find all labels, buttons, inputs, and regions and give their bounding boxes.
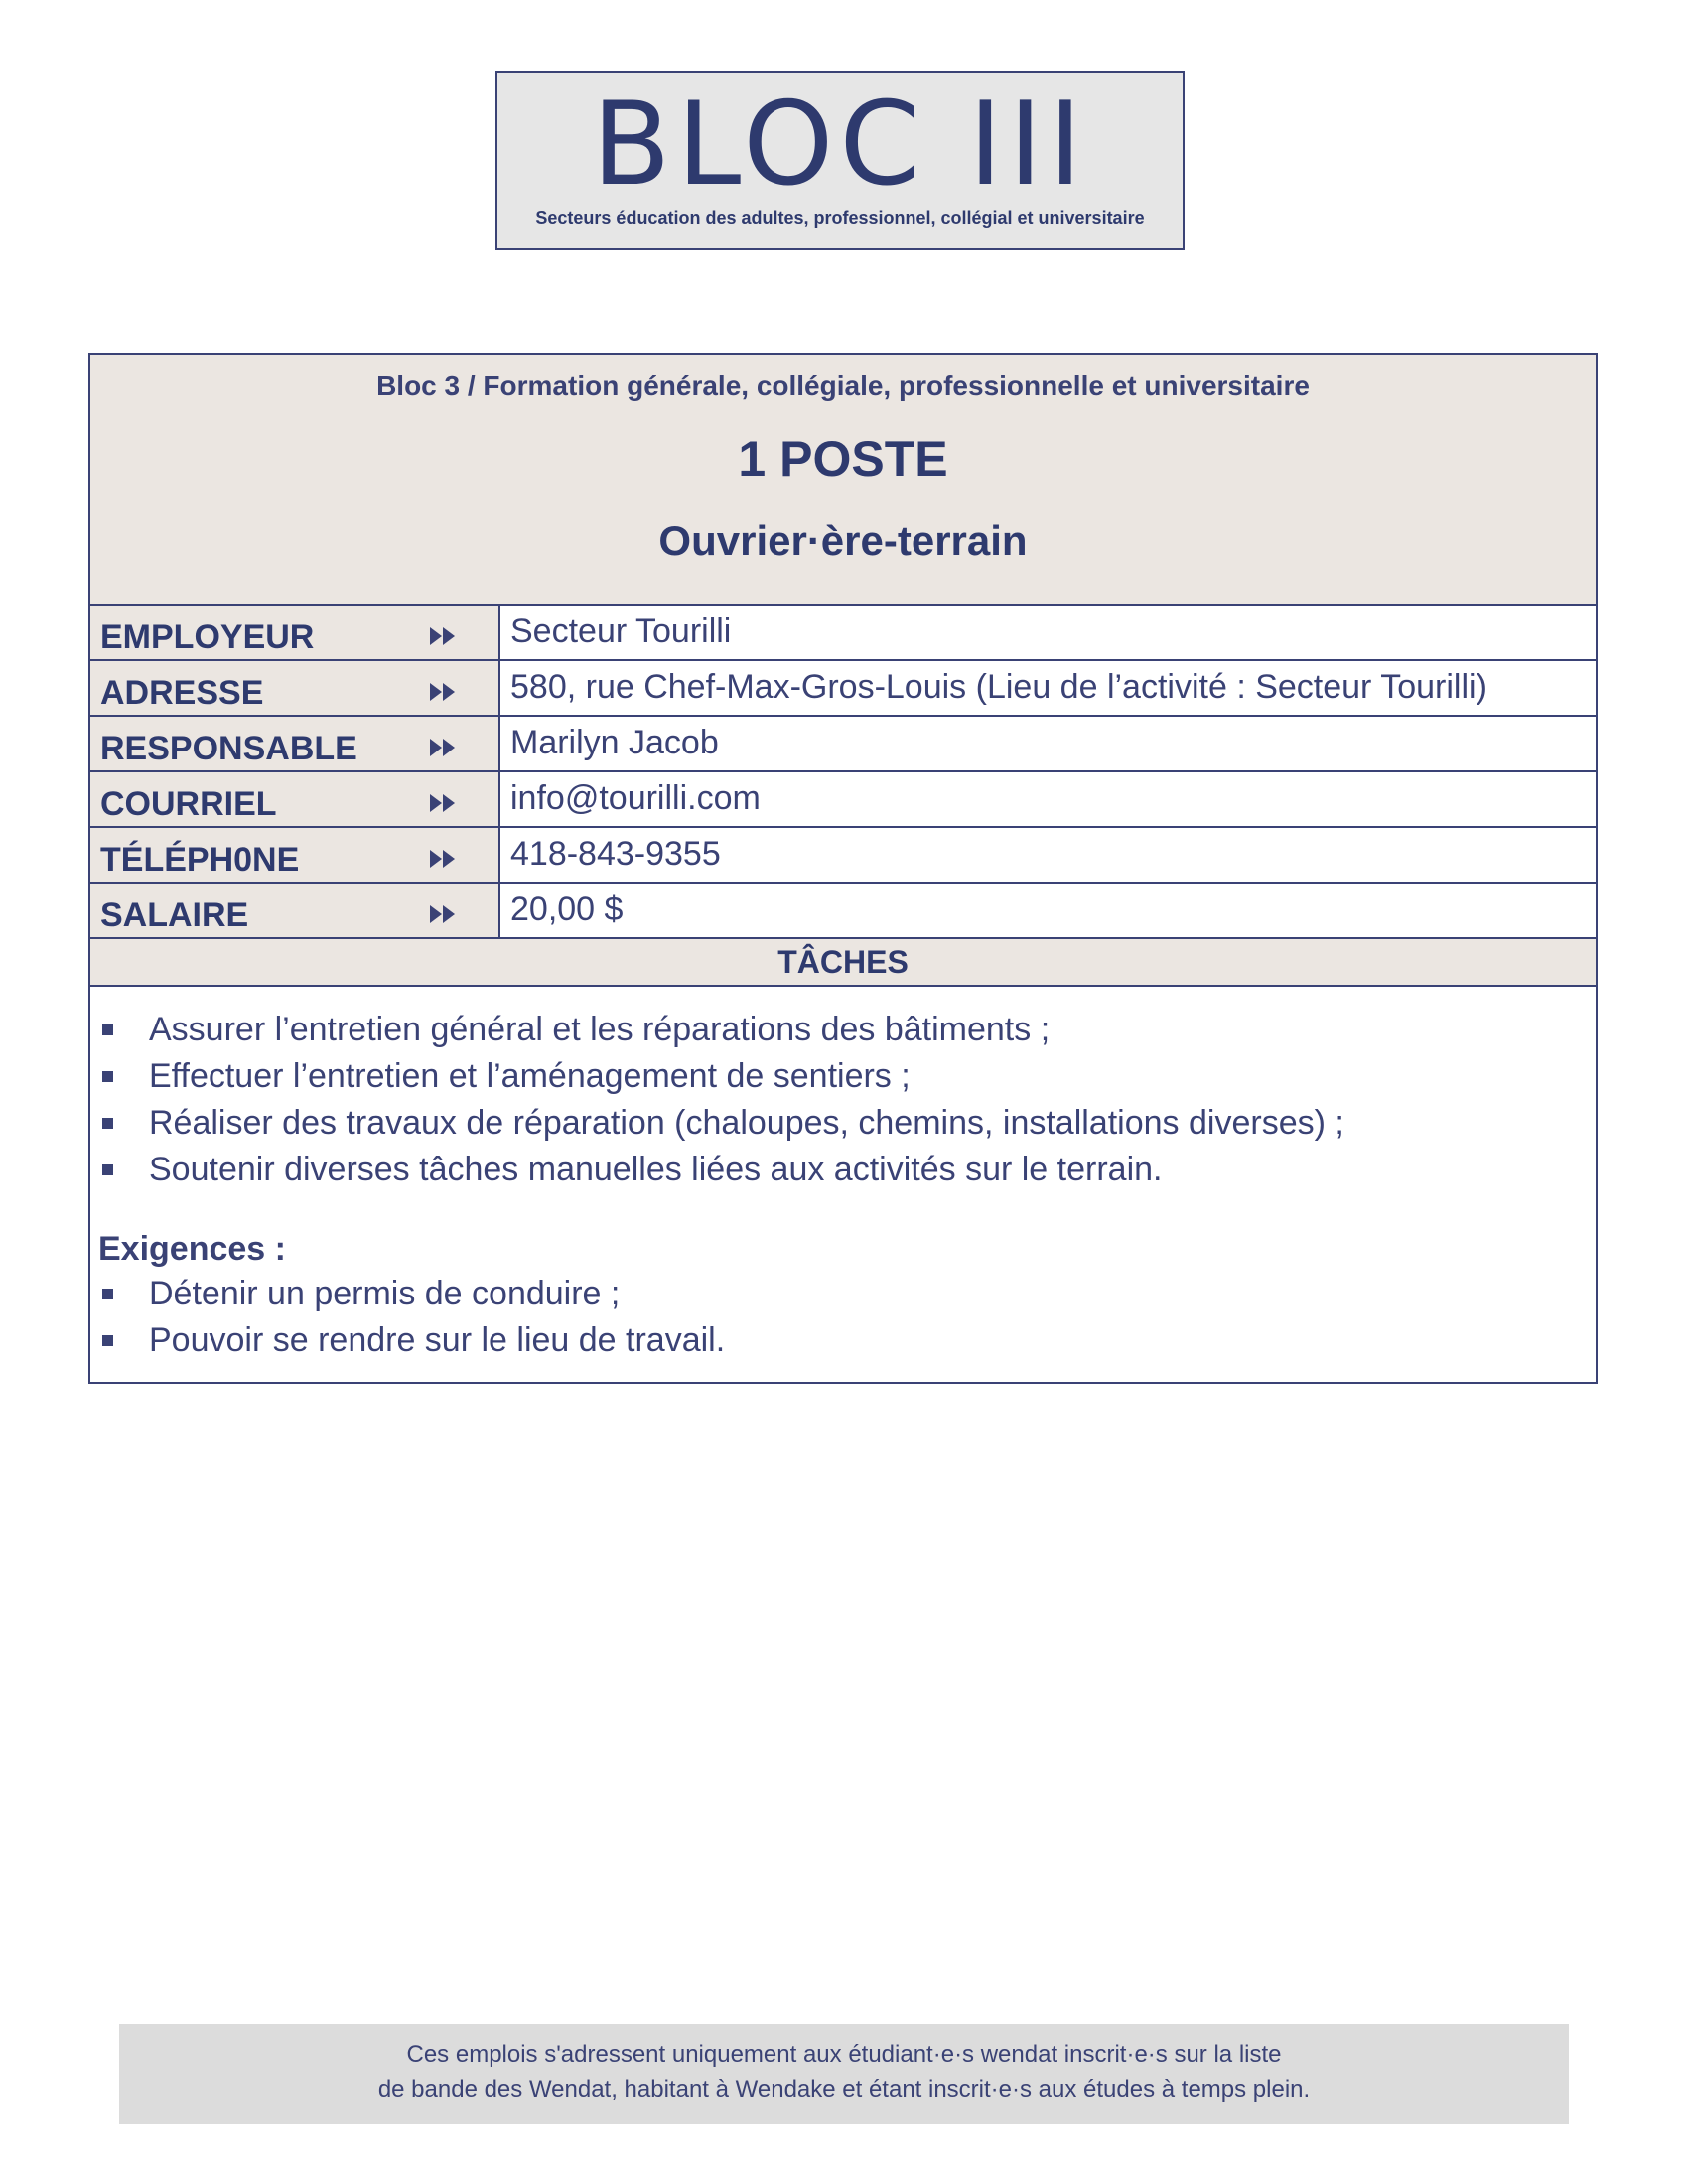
- row-label: SALAIRE: [100, 896, 249, 934]
- eligibility-note: [119, 2024, 1569, 2124]
- row-responsable: [90, 717, 1596, 772]
- row-label: ADRESSE: [100, 674, 264, 712]
- square-bullet-icon: [102, 1071, 113, 1082]
- requirements-list: [90, 1271, 1596, 1364]
- square-bullet-icon: [102, 1164, 113, 1175]
- job-block-label: Bloc 3 / Formation générale, collégiale, professionnelle et universitaire: [376, 370, 1310, 401]
- double-arrow-right-icon: [428, 625, 458, 647]
- tasks-section: [90, 987, 1596, 1382]
- double-arrow-right-icon: [428, 848, 458, 870]
- square-bullet-icon: [102, 1024, 113, 1035]
- list-item: Effectuer l’entretien et l’aménagement de sentiers ;: [90, 1053, 1596, 1100]
- footer-line-1: Ces emplois s'adressent uniquement aux étudiant·e·s wendat inscrit·e·s sur la liste: [406, 2041, 1282, 2068]
- job-header: [90, 355, 1596, 606]
- email-link[interactable]: info@tourilli.com: [510, 779, 761, 817]
- task-list: [90, 1007, 1596, 1193]
- square-bullet-icon: [102, 1289, 113, 1299]
- job-offer-table: [88, 353, 1598, 1384]
- list-item: Réaliser des travaux de réparation (chaloupes, chemins, installations diverses) ;: [90, 1100, 1596, 1147]
- requirements-title: Exigences :: [98, 1230, 286, 1268]
- tasks-header: TÂCHES: [90, 939, 1596, 987]
- row-value: 20,00 $: [510, 890, 624, 928]
- list-item: Assurer l’entretien général et les réparations des bâtiments ;: [90, 1007, 1596, 1053]
- row-employeur: [90, 606, 1596, 661]
- row-label: COURRIEL: [100, 785, 277, 823]
- row-label: EMPLOYEUR: [100, 618, 315, 656]
- square-bullet-icon: [102, 1335, 113, 1346]
- row-label: RESPONSABLE: [100, 730, 357, 767]
- logo-subtitle: Secteurs éducation des adultes, professionnel, collégial et universitaire: [535, 208, 1145, 228]
- logo-title: BLOC III: [592, 77, 1088, 211]
- job-title: Ouvrier·ère-terrain: [658, 517, 1028, 564]
- row-courriel: [90, 772, 1596, 828]
- square-bullet-icon: [102, 1118, 113, 1129]
- row-salaire: [90, 884, 1596, 939]
- row-label: TÉLÉPH0NE: [100, 841, 300, 879]
- row-telephone: [90, 828, 1596, 884]
- double-arrow-right-icon: [428, 681, 458, 703]
- row-value: 580, rue Chef-Max-Gros-Louis (Lieu de l’activité : Secteur Tourilli): [510, 668, 1487, 706]
- row-adresse: [90, 661, 1596, 717]
- double-arrow-right-icon: [428, 903, 458, 925]
- row-value: Secteur Tourilli: [510, 613, 732, 650]
- double-arrow-right-icon: [428, 792, 458, 814]
- list-item: Détenir un permis de conduire ;: [90, 1271, 1596, 1317]
- row-value: 418-843-9355: [510, 835, 721, 873]
- bloc-logo: [495, 71, 1185, 250]
- row-value: Marilyn Jacob: [510, 724, 719, 761]
- job-count: 1 POSTE: [738, 431, 948, 486]
- list-item: Pouvoir se rendre sur le lieu de travail.: [90, 1317, 1596, 1364]
- list-item: Soutenir diverses tâches manuelles liées aux activités sur le terrain.: [90, 1147, 1596, 1193]
- double-arrow-right-icon: [428, 737, 458, 758]
- footer-line-2: de bande des Wendat, habitant à Wendake et étant inscrit·e·s aux études à temps plein.: [377, 2076, 1311, 2103]
